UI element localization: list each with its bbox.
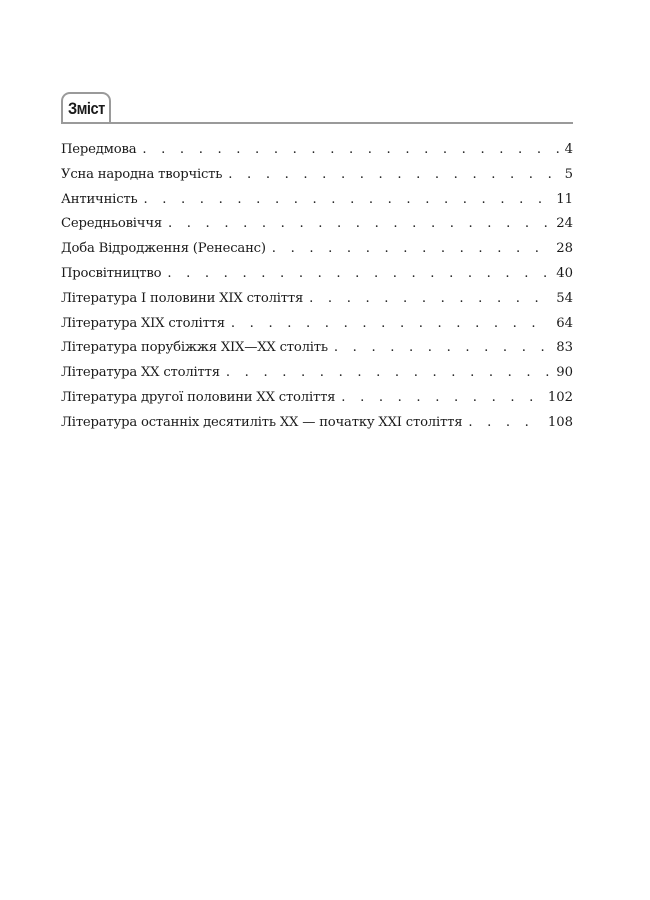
toc-entry-title: Література останніх десятиліть ХХ — початку ХХІ століття bbox=[61, 414, 463, 430]
toc-entry[interactable] bbox=[61, 361, 573, 386]
toc-entry-title: Література другої половини ХХ століття bbox=[61, 389, 336, 405]
toc-entry-page: 108 bbox=[547, 414, 573, 430]
toc-entry-title: Передмова bbox=[61, 142, 137, 157]
toc-entry-page: 90 bbox=[556, 365, 573, 381]
dot-leader bbox=[167, 262, 550, 287]
dot-leader bbox=[334, 336, 550, 361]
toc-entry-page: 64 bbox=[556, 315, 573, 331]
toc-entry-page: 4 bbox=[564, 142, 573, 157]
toc-entry[interactable] bbox=[61, 312, 573, 337]
toc-entry-title: Література І половини ХІХ століття bbox=[61, 290, 304, 306]
dot-leader bbox=[228, 163, 558, 188]
dot-leader bbox=[341, 386, 542, 411]
toc-entry-page: 83 bbox=[556, 340, 573, 356]
toc-entry-title: Доба Відродження (Ренесанс) bbox=[61, 241, 266, 257]
toc-entry-title: Усна народна творчість bbox=[61, 166, 223, 182]
toc-entry[interactable] bbox=[61, 386, 573, 411]
dot-leader bbox=[142, 138, 558, 163]
toc-entry-page: 5 bbox=[564, 166, 573, 182]
contents-heading bbox=[61, 92, 573, 126]
toc-entry-title: Середньовіччя bbox=[61, 216, 162, 232]
dot-leader bbox=[168, 212, 550, 237]
dot-leader bbox=[226, 361, 550, 386]
toc-entry[interactable] bbox=[61, 411, 573, 436]
page-title: Зміст bbox=[67, 99, 105, 118]
toc-entry[interactable] bbox=[61, 163, 573, 188]
toc-entry[interactable] bbox=[61, 262, 573, 287]
toc-entry[interactable] bbox=[61, 138, 573, 163]
dot-leader bbox=[231, 312, 550, 337]
toc-entry-page: 24 bbox=[556, 216, 573, 232]
toc-entry[interactable] bbox=[61, 212, 573, 237]
toc-entry-title: Література ХІХ століття bbox=[61, 315, 225, 331]
dot-leader bbox=[143, 188, 550, 213]
toc-entry[interactable] bbox=[61, 237, 573, 262]
dot-leader bbox=[309, 287, 550, 312]
toc-entry-title: Просвітництво bbox=[61, 265, 162, 281]
table-of-contents bbox=[61, 138, 573, 436]
toc-entry-title: Античність bbox=[61, 191, 138, 207]
heading-tab bbox=[61, 92, 111, 122]
toc-entry[interactable] bbox=[61, 188, 573, 213]
toc-entry-page: 54 bbox=[556, 290, 573, 306]
dot-leader bbox=[272, 237, 550, 262]
toc-entry-page: 11 bbox=[556, 191, 573, 207]
toc-entry-title: Література порубіжжя ХІХ—ХХ століть bbox=[61, 340, 328, 356]
toc-entry-page: 102 bbox=[547, 389, 573, 405]
toc-entry-title: Література ХХ століття bbox=[61, 365, 220, 381]
toc-entry-page: 28 bbox=[556, 241, 573, 257]
dot-leader bbox=[468, 411, 542, 436]
toc-entry-page: 40 bbox=[556, 265, 573, 281]
heading-rule bbox=[61, 122, 573, 124]
toc-entry[interactable] bbox=[61, 287, 573, 312]
toc-entry[interactable] bbox=[61, 336, 573, 361]
